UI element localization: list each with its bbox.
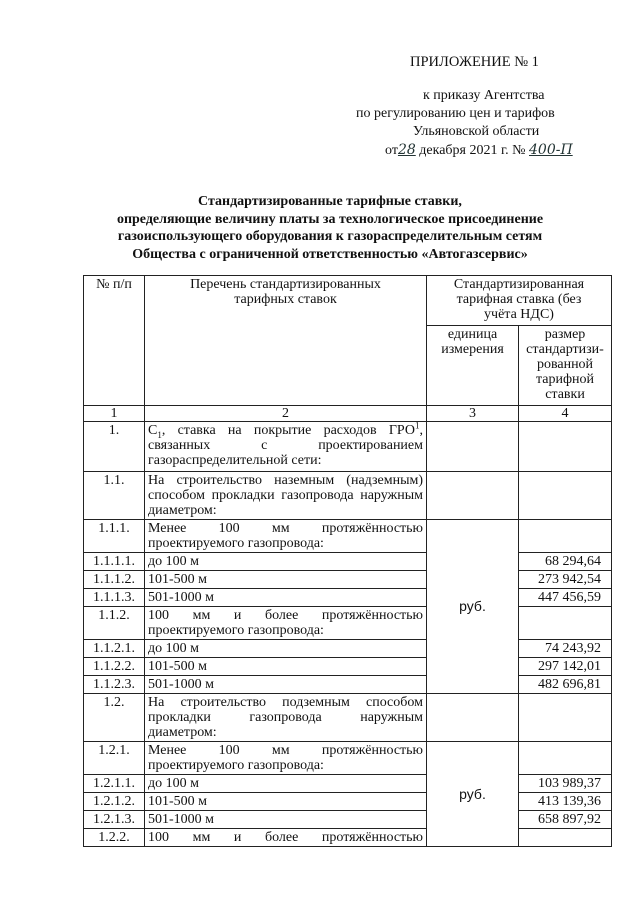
row-num: 1. xyxy=(84,422,145,472)
table-header-row xyxy=(84,276,612,326)
unit-rub-group-1: руб. xyxy=(427,520,519,694)
row-value xyxy=(519,829,612,847)
row-num: 1.2.1.2. xyxy=(84,793,145,811)
table-row xyxy=(84,520,612,553)
table-row xyxy=(84,607,612,640)
row-text: 501-1000 м xyxy=(145,811,427,829)
order-date-line xyxy=(385,141,573,160)
row-value: 74 243,92 xyxy=(519,640,612,658)
row-text: до 100 м xyxy=(145,640,427,658)
row-text: 100 мм и более протяжённостью xyxy=(145,829,427,847)
table-row xyxy=(84,589,612,607)
row-text: 100 мм и более протяжённостью проектируемого газопровода: xyxy=(145,607,427,640)
row-num: 1.1.2.2. xyxy=(84,658,145,676)
row-value: 447 456,59 xyxy=(519,589,612,607)
row-num: 1.2.1.3. xyxy=(84,811,145,829)
date-day-handwritten: 28 xyxy=(397,142,416,158)
row-text: 101-500 м xyxy=(145,793,427,811)
table-row xyxy=(84,658,612,676)
row-num: 1.1.1.1. xyxy=(84,553,145,571)
document-title xyxy=(80,193,580,263)
column-numbers-row xyxy=(84,406,612,422)
row-unit xyxy=(427,422,519,472)
row-value: 482 696,81 xyxy=(519,676,612,694)
table-row xyxy=(84,793,612,811)
row-value xyxy=(519,520,612,553)
table-row xyxy=(84,676,612,694)
row-text: 101-500 м xyxy=(145,658,427,676)
row-value: 273 942,54 xyxy=(519,571,612,589)
row-num: 1.1.1. xyxy=(84,520,145,553)
title-line: определяющие величину платы за технологическое присоединение xyxy=(116,211,544,227)
row-num: 1.1.1.2. xyxy=(84,571,145,589)
row-num: 1.1. xyxy=(84,472,145,520)
row-num: 1.2.1. xyxy=(84,742,145,775)
colnum: 4 xyxy=(519,406,612,422)
header-list: Перечень стандартизированных тарифных ставок xyxy=(145,276,427,406)
title-line: Стандартизированные тарифные ставки, xyxy=(198,194,462,209)
table-row xyxy=(84,571,612,589)
row-value xyxy=(519,422,612,472)
colnum: 2 xyxy=(145,406,427,422)
table-row xyxy=(84,422,612,472)
row-num: 1.1.1.3. xyxy=(84,589,145,607)
row-text: На строительство наземным (надземным) способом прокладки газопровода наружным диаметром: xyxy=(145,472,427,520)
table-row xyxy=(84,640,612,658)
title-line: газоиспользующего оборудования к газораспределительным сетям xyxy=(117,229,543,244)
region-line: Ульяновской области xyxy=(413,124,540,139)
row-value: 658 897,92 xyxy=(519,811,612,829)
row-text: Менее 100 мм протяжённостью проектируемого газопровода: xyxy=(145,742,427,775)
row-value xyxy=(519,472,612,520)
colnum: 1 xyxy=(84,406,145,422)
colnum: 3 xyxy=(427,406,519,422)
table-row xyxy=(84,472,612,520)
row-num: 1.1.2.1. xyxy=(84,640,145,658)
row-text: 101-500 м xyxy=(145,571,427,589)
row-value: 68 294,64 xyxy=(519,553,612,571)
table-row xyxy=(84,811,612,829)
row-value: 413 139,36 xyxy=(519,793,612,811)
table-row xyxy=(84,694,612,742)
row-text: 501-1000 м xyxy=(145,589,427,607)
date-rest: декабря 2021 г. № xyxy=(419,143,526,158)
header-unit: единица измерения xyxy=(427,326,519,406)
tariff-table xyxy=(83,275,612,847)
title-line: Общества с ограниченной ответственностью «Автогазсервис» xyxy=(132,246,528,262)
table-row xyxy=(84,553,612,571)
row-text: 501-1000 м xyxy=(145,676,427,694)
row-unit xyxy=(427,472,519,520)
row-value xyxy=(519,607,612,640)
row-num: 1.1.2.3. xyxy=(84,676,145,694)
row-value xyxy=(519,694,612,742)
row-num: 1.2. xyxy=(84,694,145,742)
row-text: Менее 100 мм протяжённостью проектируемого газопровода: xyxy=(145,520,427,553)
row-value: 297 142,01 xyxy=(519,658,612,676)
agency-line: по регулированию цен и тарифов xyxy=(356,106,555,121)
row-value xyxy=(519,742,612,775)
row-unit xyxy=(427,694,519,742)
unit-rub-group-2: руб. xyxy=(427,742,519,847)
table-row xyxy=(84,829,612,847)
header-num: № п/п xyxy=(84,276,145,406)
row-num: 1.1.2. xyxy=(84,607,145,640)
row-text: $С_1$, ставка на покрытие расходов ГРО$^1$, связанных с проектированием газораспределительной сети: xyxy=(145,422,427,472)
appendix-label: ПРИЛОЖЕНИЕ № 1 xyxy=(410,54,539,70)
row-text: На строительство подземным способом прокладки газопровода наружным диаметром: xyxy=(145,694,427,742)
header-size: размер стандартизи-рованной тарифной ставки xyxy=(519,326,612,406)
row-value: 103 989,37 xyxy=(519,775,612,793)
row-text: до 100 м xyxy=(145,553,427,571)
order-ref-line: к приказу Агентства xyxy=(423,88,545,103)
table-row xyxy=(84,775,612,793)
table-row xyxy=(84,742,612,775)
date-prefix: от xyxy=(385,143,398,158)
row-num: 1.2.2. xyxy=(84,829,145,847)
row-num: 1.2.1.1. xyxy=(84,775,145,793)
header-rate: Стандартизированная тарифная ставка (без учёта НДС) xyxy=(427,276,612,326)
row-text: до 100 м xyxy=(145,775,427,793)
order-number-handwritten: 400-П xyxy=(529,142,573,158)
